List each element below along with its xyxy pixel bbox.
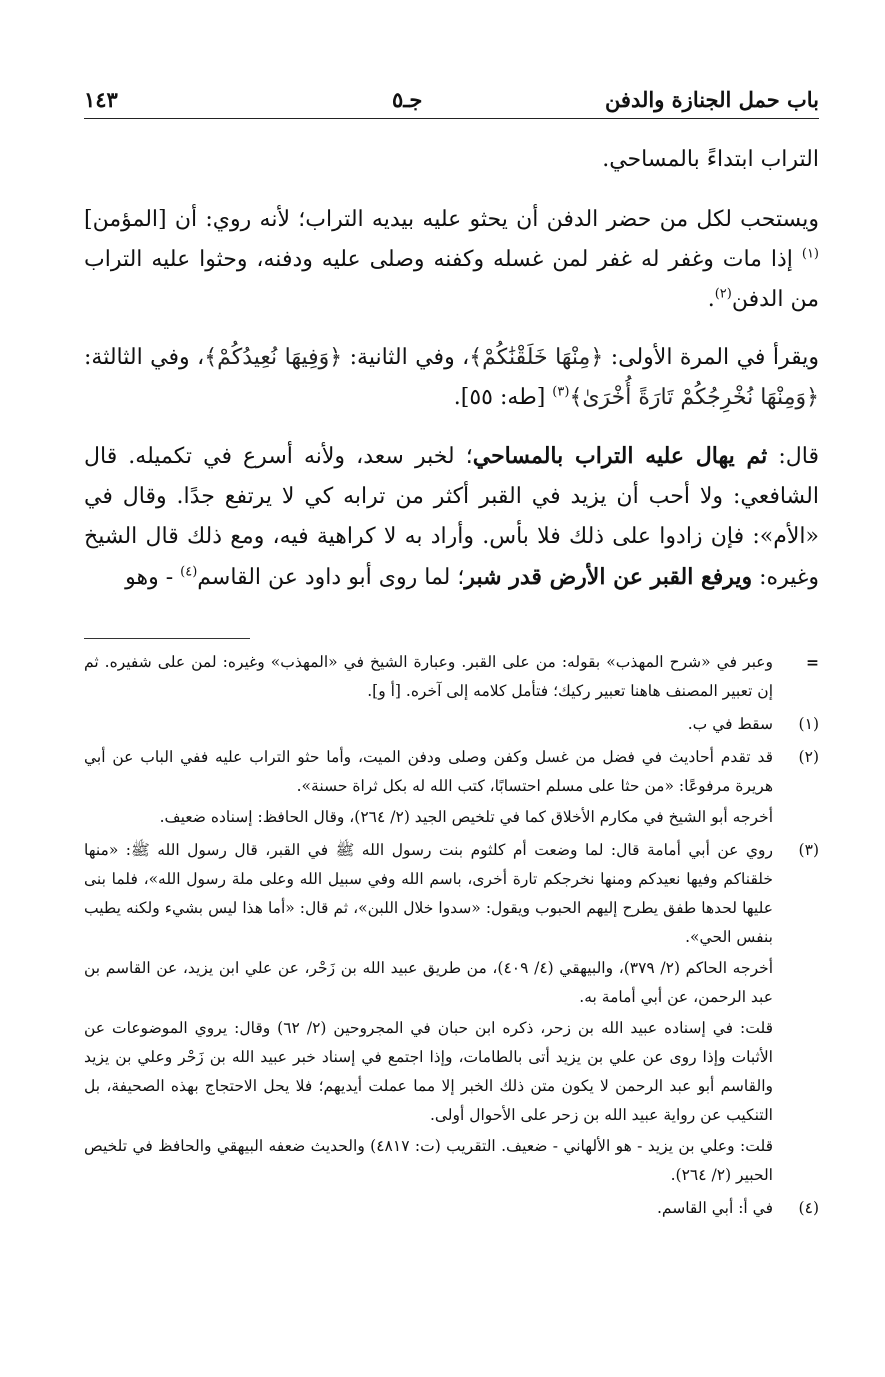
- chapter-title: باب حمل الجنازة والدفن: [604, 87, 819, 112]
- page-number: ١٤٣: [84, 87, 118, 112]
- paragraph-1: ويستحب لكل من حضر الدفن أن يحثو عليه بيديه التراب؛ لأنه روي: أن [المؤمن]$^{(١)}$ إذا مات وغفر له غفر لمن غسله وكفنه وصلى عليه ودفنه، وحثوا عليه التراب من الدفن$^{(٢)}$.: [84, 207, 819, 312]
- paragraph-2: ويقرأ في المرة الأولى: ﴿مِنْهَا خَلَقْنَٰكُمْ﴾، وفي الثانية: ﴿وَفِيهَا نُعِيدُكُمْ﴾، وفي الثالثة: ﴿وَمِنْهَا نُخْرِجُكُمْ تَارَةً أُخْرَىٰ﴾$^{(٣)}$ [طه: ٥٥].: [84, 345, 820, 410]
- quran-verse-2: ﴿وَفِيهَا نُعِيدُكُمْ﴾: [204, 345, 343, 370]
- footnotes: [84, 648, 819, 1223]
- footnote-ref-2: (٢): [714, 286, 732, 302]
- footnote-divider: [84, 638, 250, 639]
- footnote-number: (١): [798, 715, 819, 733]
- continuation-mark: =: [806, 653, 819, 672]
- footnote-continuation: = وعبر في «شرح المهذب» بقوله: من على القبر. وعبارة الشيخ في «المهذب» وغيره: لمن على شفيره. ثم إن تعبير المصنف هاهنا تعبير ركيك؛ فتأمل كلامه إلى آخره. [أ و].: [84, 648, 819, 706]
- footnote-ref-1: (١): [801, 246, 819, 262]
- quran-verse-3: ﴿وَمِنْهَا نُخْرِجُكُمْ تَارَةً أُخْرَىٰ﴾: [569, 385, 819, 410]
- paragraph-0: التراب ابتداءً بالمساحي.: [602, 147, 819, 172]
- header-divider: [84, 118, 819, 119]
- footnote-ref-4: (٤): [180, 564, 198, 580]
- footnote-number: (٢): [798, 748, 819, 766]
- footnote-number: (٤): [798, 1199, 819, 1217]
- running-header: [84, 80, 819, 120]
- volume-label: جـ٥: [392, 87, 423, 112]
- footnote-3: (٣) روي عن أبي أمامة قال: لما وضعت أم كلثوم بنت رسول الله ﷺ في القبر، قال رسول الله ﷺ: «منها خلقناكم وفيها نعيدكم ومنها نخرجكم تارة أخرى، باسم الله وفي سبيل الله وعلى ملة رسول الله»، فلما بنى عليها لحدها طفق يطرح إليهم الحبوب ويقول: «سدوا خلال اللبن»، ثم قال: «أما هذا ليس بشيء ولكنه يطيب بنفس الحي». أخرجه الحاكم (٢/ ٣٧٩)، والبيهقي (٤/ ٤٠٩)، من طريق عبيد الله بن زَحْر، عن علي ابن يزيد، عن القاسم بن عبد الرحمن، عن أبي أمامة به. قلت: في إسناده عبيد الله بن زحر، ذكره ابن حبان في المجروحين (٢/ ٦٢) وقال: يروي الموضوعات عن الأثبات وإذا روى عن علي بن يزيد أتى بالطامات، وإذا اجتمع في إسناد خبر عبيد الله بن زَحْر وعلي بن يزيد والقاسم أبو عبد الرحمن لا يكون متن ذلك الخبر إلا مما عملت أيديهم؛ فلا يحل الاحتجاج بهذه الصحيفة، بل التنكيب عن رواية عبيد الله بن زحر على الأحوال أولى. قلت: وعلي بن يزيد - هو الألهاني - ضعيف. التقريب (ت: ٤٨١٧) والحديث ضعفه البيهقي والحافظ في تلخيص الحبير (٢/ ٢٦٤).: [84, 836, 819, 1190]
- footnote-2: (٢) قد تقدم أحاديث في فضل من غسل وكفن وصلى ودفن الميت، وأما حثو التراب عليه ففي الباب عن أبي هريرة مرفوعًا: «من حثا على مسلم احتسابًا، كتب الله له بكل ثراة حسنة». أخرجه أبو الشيخ في مكارم الأخلاق كما في تلخيص الجيد (٢/ ٢٦٤)، وقال الحافظ: إسناده ضعيف.: [84, 743, 819, 832]
- footnote-number: (٣): [798, 841, 819, 859]
- matn-text-1: ثم يهال عليه التراب بالمساحي: [472, 443, 768, 469]
- footnote-4: (٤) في أ: أبي القاسم.: [84, 1194, 819, 1223]
- paragraph-3: قال: ثم يهال عليه التراب بالمساحي؛ لخبر سعد، ولأنه أسرع في تكميله. قال الشافعي: ولا أحب أن يزيد في القبر أكثر من ترابه كي لا يرتفع جدًا. وقال في «الأم»: فإن زادوا على ذلك فلا بأس. وأراد به لا كراهية فيه، ومع ذلك قال الشيخ وغيره: ويرفع القبر عن الأرض قدر شبر؛ لما روى أبو داود عن القاسم$^{(٤)}$ - وهو: [84, 443, 820, 590]
- footnote-ref-3: (٣): [552, 384, 570, 400]
- matn-text-2: ويرفع القبر عن الأرض قدر شبر: [464, 564, 753, 590]
- quran-verse-1: ﴿مِنْهَا خَلَقْنَٰكُمْ﴾: [469, 345, 604, 370]
- main-text: [84, 140, 819, 616]
- footnote-1: (١) سقط في ب.: [84, 710, 819, 739]
